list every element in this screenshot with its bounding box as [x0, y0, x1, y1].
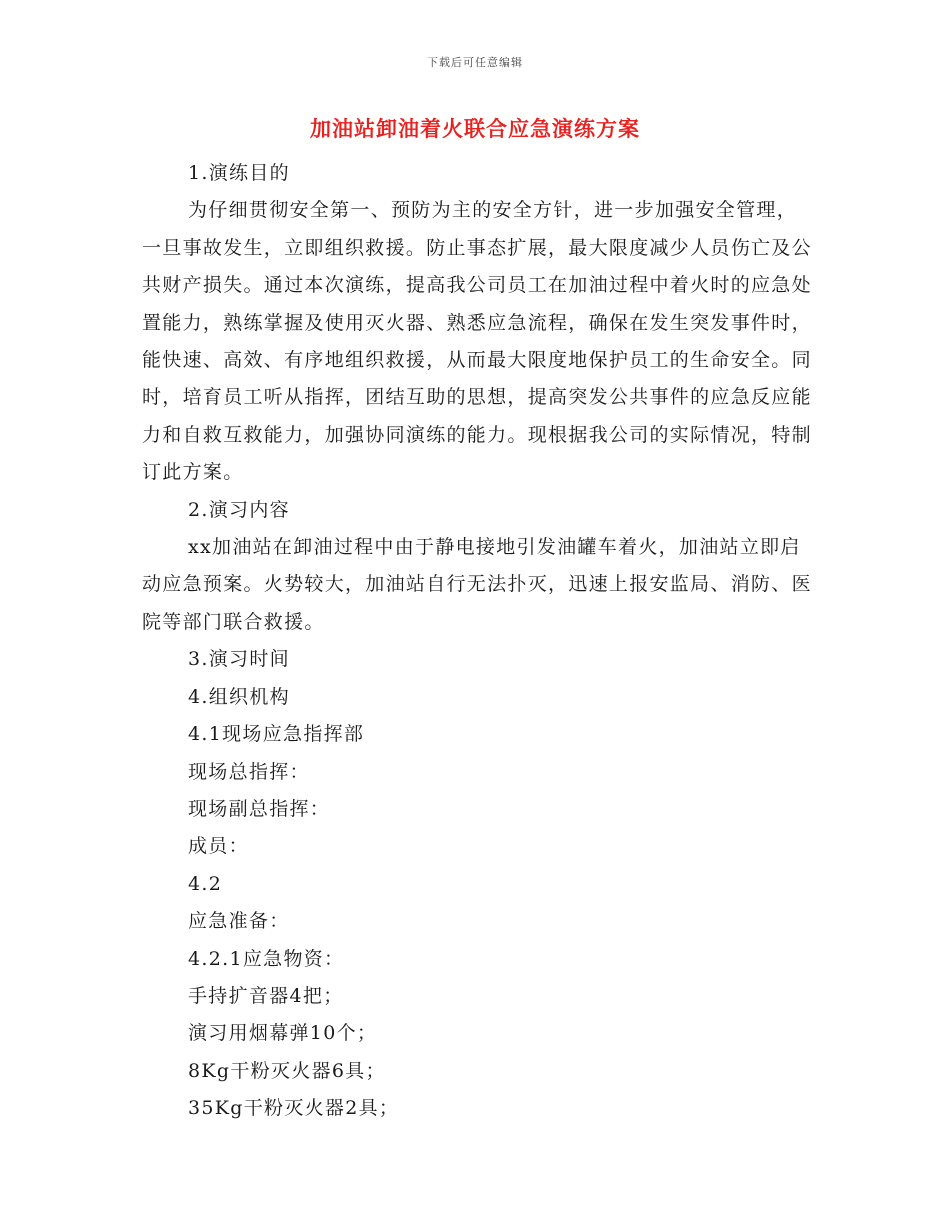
section-4-heading: 4.组织机构 [188, 685, 290, 708]
header-note: 下载后可任意编辑 [427, 56, 523, 69]
supply-item: 演习用烟幕弹10个； [188, 1022, 378, 1045]
supply-item: 35Kg干粉灭火器2具； [188, 1097, 400, 1120]
emergency-prep-line: 应急准备： [188, 910, 290, 933]
section-3-heading: 3.演习时间 [188, 648, 290, 671]
section-2-body: xx加油站在卸油过程中由于静电接地引发油罐车着火，加油站立即启动应急预案。火势较大，加油站自行无法扑灭，迅速上报安监局、消防、医院等部门联合救援。 [142, 536, 812, 633]
document-body [142, 155, 812, 1128]
supply-item: 8Kg干粉灭火器6具； [188, 1059, 386, 1082]
section-4-1-heading: 4.1现场应急指挥部 [188, 723, 365, 746]
section-2-heading: 2.演习内容 [188, 498, 290, 521]
section-1-heading: 1.演练目的 [188, 162, 290, 184]
commander-line: 现场总指挥： [188, 760, 310, 783]
section-1-body: 为仔细贯彻安全第一、预防为主的安全方针，进一步加强安全管理，一旦事故发生，立即组织救援。防止事态扩展，最大限度减少人员伤亡及公共财产损失。通过本次演练，提高我公司员工在加油过程中着火时的应急处置能力，熟练掌握及使用灭火器、熟悉应急流程，确保在发生突发事件时，能快速、高效、有序地组织救援，从而最大限度地保护员工的生命安全。同时，培育员工听从指挥，团结互助的思想，提高突发公共事件的应急反应能力和自救互救能力，加强协同演练的能力。现根据我公司的实际情况，特制订此方案。 [142, 199, 812, 484]
members-line: 成员： [188, 835, 249, 858]
deputy-commander-line: 现场副总指挥： [188, 797, 331, 820]
section-4-2-1-heading: 4.2.1应急物资： [188, 947, 345, 970]
supply-item: 手持扩音器4把； [188, 984, 344, 1007]
document-title: 加油站卸油着火联合应急演练方案 [310, 116, 640, 141]
section-4-2-number: 4.2 [188, 872, 223, 895]
